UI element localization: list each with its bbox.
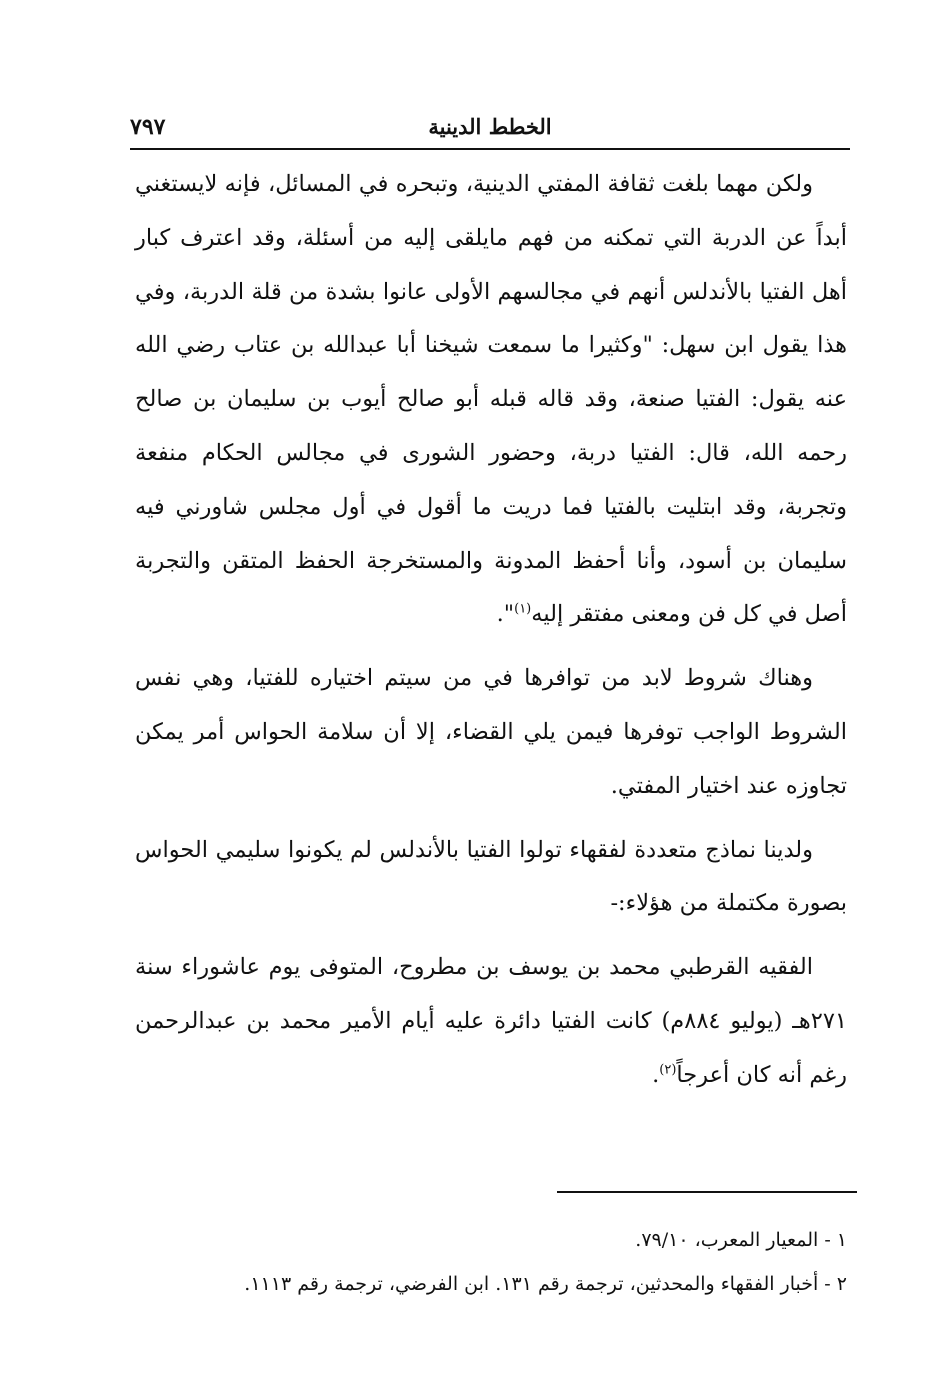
footnote-divider (557, 1191, 857, 1193)
footnote-2: ٢ - أخبار الفقهاء والمحدثين، ترجمة رقم ١٣١. ابن الفرضي، ترجمة رقم ١١١٣. (244, 1273, 847, 1295)
paragraph-2: وهناك شروط لابد من توافرها في من سيتم اختياره للفتيا، وهي نفس الشروط الواجب توفرها فيمن يلي القضاء، إلا أن سلامة الحواس أمر يمكن تجاوزه عند اختيار المفتي. (135, 665, 847, 799)
page-header (130, 112, 850, 150)
paragraph-4 (135, 941, 847, 1102)
paragraph-4-end: . (652, 1061, 660, 1088)
paragraph-3: ولدينا نماذج متعددة لفقهاء تولوا الفتيا بالأندلس لم يكونوا سليمي الحواس بصورة مكتملة من هؤلاء:- (135, 836, 847, 917)
paragraph-1 (135, 158, 847, 642)
footnotes (135, 1218, 847, 1306)
page-number: ٧٩٧ (130, 114, 166, 140)
body-text (135, 158, 847, 1113)
paragraph-1-text: ولكن مهما بلغت ثقافة المفتي الدينية، وتبحره في المسائل، فإنه لايستغني أبداً عن الدربة التي تمكنه من فهم مايلقى إليه من أسئلة، وقد اعترف كبار أهل الفتيا بالأندلس أنهم في مجالسهم الأولى عانوا بشدة من قلة الدربة، وفي هذا يقول ابن سهل: "وكثيرا ما سمعت شيخنا أبا عبدالله بن عتاب رضي الله عنه يقول: الفتيا صنعة، وقد قاله قبله أبو صالح أيوب بن سليمان بن صالح رحمه الله، قال: الفتيا دربة، وحضور الشورى في مجالس الحكام منفعة وتجربة، وقد ابتليت بالفتيا فما دريت ما أقول في أول مجلس شاورني فيه سليمان بن أسود، وأنا أحفظ المدونة والمستخرجة الحفظ المتقن والتجربة أصل في كل فن ومعنى مفتقر إليه (135, 171, 847, 628)
running-title: الخطط الدينية (428, 114, 552, 139)
paragraph-1-end: ". (496, 601, 515, 628)
footnote-1: ١ - المعيار المعرب، ٧٩/١٠. (635, 1229, 847, 1251)
footnote-ref-2: (٢) (659, 1062, 677, 1078)
paragraph-4-text: الفقيه القرطبي محمد بن يوسف بن مطروح، المتوفى يوم عاشوراء سنة ٢٧١هـ (يوليو ٨٨٤م) كانت الفتيا دائرة عليه أيام الأمير محمد بن عبدالرحمن رغم أنه كان أعرجاً (135, 954, 847, 1088)
footnote-ref-1: (١) (514, 601, 532, 617)
